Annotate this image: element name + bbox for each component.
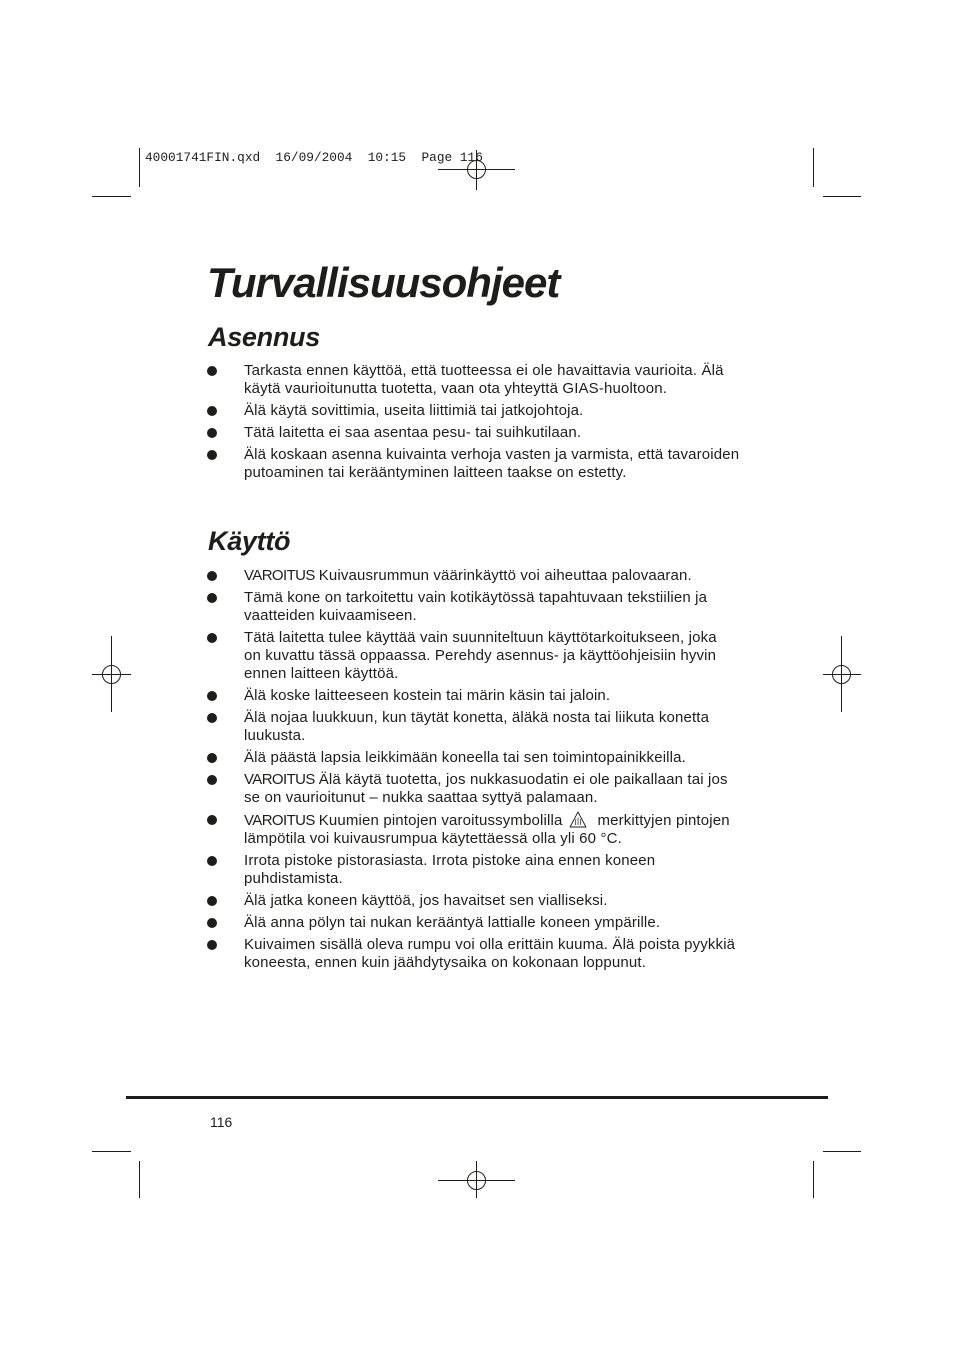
page-title: Turvallisuusohjeet [207, 259, 560, 306]
bullet-icon [207, 775, 217, 785]
list-item [207, 852, 787, 888]
warning-label: VAROITUS [244, 771, 315, 788]
bullet-icon [207, 940, 217, 950]
list-item [207, 687, 787, 705]
list-item-line: putoaminen tai kerääntyminen laitteen taakse on estetty. [244, 464, 627, 481]
list-item [207, 771, 787, 807]
list-item [207, 402, 787, 420]
bullet-icon [207, 366, 217, 376]
list-item [207, 811, 787, 848]
list-item-text: merkittyjen pintojen [597, 812, 730, 829]
section-heading-kaytto: Käyttö [208, 526, 291, 556]
bullet-icon [207, 713, 217, 723]
list-item-line: Älä jatka koneen käyttöä, jos havaitset sen vialliseksi. [244, 892, 608, 909]
list-item-line: Älä nojaa luukkuun, kun täytät konetta, äläkä nosta tai liikuta konetta [244, 709, 710, 726]
list-item [207, 936, 787, 972]
bullet-icon [207, 428, 217, 438]
list-item-line: Kuivaimen sisällä oleva rumpu voi olla erittäin kuuma. Älä poista pyykkiä [244, 936, 736, 953]
list-item-line: käytä vaurioitunutta tuotetta, vaan ota yhteyttä GIAS-huoltoon. [244, 380, 668, 397]
list-item [207, 362, 787, 398]
list-item-line: se on vaurioitunut – nukka saattaa syttyä palamaan. [244, 789, 598, 806]
list-item-line: Älä päästä lapsia leikkimään koneella tai sen toimintopainikkeilla. [244, 749, 686, 766]
list-item-line: Irrota pistoke pistorasiasta. Irrota pistoke aina ennen koneen [244, 852, 656, 869]
list-item [207, 446, 787, 482]
crop-mark-bottom-right [814, 1152, 862, 1199]
print-slug: 40001741FIN.qxd 16/09/2004 10:15 Page 116 [145, 150, 483, 165]
list-item-line [244, 567, 787, 585]
list-item [207, 892, 787, 910]
asennus-list [207, 362, 787, 486]
bullet-icon [207, 633, 217, 643]
list-item-line: Älä anna pölyn tai nukan kerääntyä lattialle koneen ympärille. [244, 914, 661, 931]
crop-mark-bottom-left [92, 1152, 140, 1199]
list-item-line: Tarkasta ennen käyttöä, että tuotteessa ei ole havaittavia vaurioita. Älä [244, 362, 724, 379]
warning-label: VAROITUS [244, 567, 315, 584]
bullet-icon [207, 691, 217, 701]
list-item-line: on kuvattu tässä oppaassa. Perehdy asennus- ja käyttöohjeisiin hyvin [244, 647, 717, 664]
list-item-line [244, 771, 787, 789]
list-item-line: luukusta. [244, 727, 306, 744]
warning-label: VAROITUS [244, 812, 315, 829]
bullet-icon [207, 593, 217, 603]
footer-rule [126, 1096, 828, 1099]
list-item-line: lämpötila voi kuivausrumpua käytettäessä olla yli 60 °C. [244, 830, 622, 847]
section-heading-asennus: Asennus [208, 322, 320, 352]
list-item-line: ennen laitteen käyttöä. [244, 665, 399, 682]
registration-mark-left [92, 636, 131, 712]
bullet-icon [207, 815, 217, 825]
list-item [207, 424, 787, 442]
list-item-line: Älä käytä sovittimia, useita liittimiä tai jatkojohtoja. [244, 402, 584, 419]
list-item [207, 589, 787, 625]
list-item-text: Älä käytä tuotetta, jos nukkasuodatin ei ole paikallaan tai jos [318, 771, 728, 788]
crop-mark-top-right [814, 148, 862, 197]
list-item-line: Tätä laitetta tulee käyttää vain suunniteltuun käyttötarkoitukseen, joka [244, 629, 717, 646]
list-item [207, 629, 787, 683]
list-item-line: Tätä laitetta ei saa asentaa pesu- tai suihkutilaan. [244, 424, 582, 441]
list-item-line: Älä koske laitteeseen kostein tai märin käsin tai jaloin. [244, 687, 611, 704]
bullet-icon [207, 450, 217, 460]
list-item [207, 567, 787, 585]
bullet-icon [207, 896, 217, 906]
list-item-line [244, 811, 787, 830]
kaytto-list [207, 567, 787, 976]
list-item-line: puhdistamista. [244, 870, 343, 887]
list-item [207, 914, 787, 932]
bullet-icon [207, 856, 217, 866]
list-item [207, 749, 787, 767]
list-item-line: Älä koskaan asenna kuivainta verhoja vasten ja varmista, että tavaroiden [244, 446, 740, 463]
list-item [207, 709, 787, 745]
bullet-icon [207, 406, 217, 416]
list-item-text: Kuumien pintojen varoitussymbolilla [318, 812, 563, 829]
list-item-line: vaatteiden kuivaamiseen. [244, 607, 417, 624]
bullet-icon [207, 571, 217, 581]
list-item-line: Tämä kone on tarkoitettu vain kotikäytössä tapahtuvaan tekstiilien ja [244, 589, 708, 606]
bullet-icon [207, 918, 217, 928]
crop-mark-top-left [92, 148, 140, 197]
hot-surface-warning-icon [569, 811, 587, 828]
registration-mark-right [823, 636, 861, 712]
page-number: 116 [210, 1114, 233, 1130]
list-item-line: koneesta, ennen kuin jäähdytysaika on kokonaan loppunut. [244, 954, 647, 971]
list-item-text: Kuivausrummun väärinkäyttö voi aiheuttaa palovaaran. [318, 567, 692, 584]
bullet-icon [207, 753, 217, 763]
registration-mark-bottom [438, 1161, 515, 1198]
